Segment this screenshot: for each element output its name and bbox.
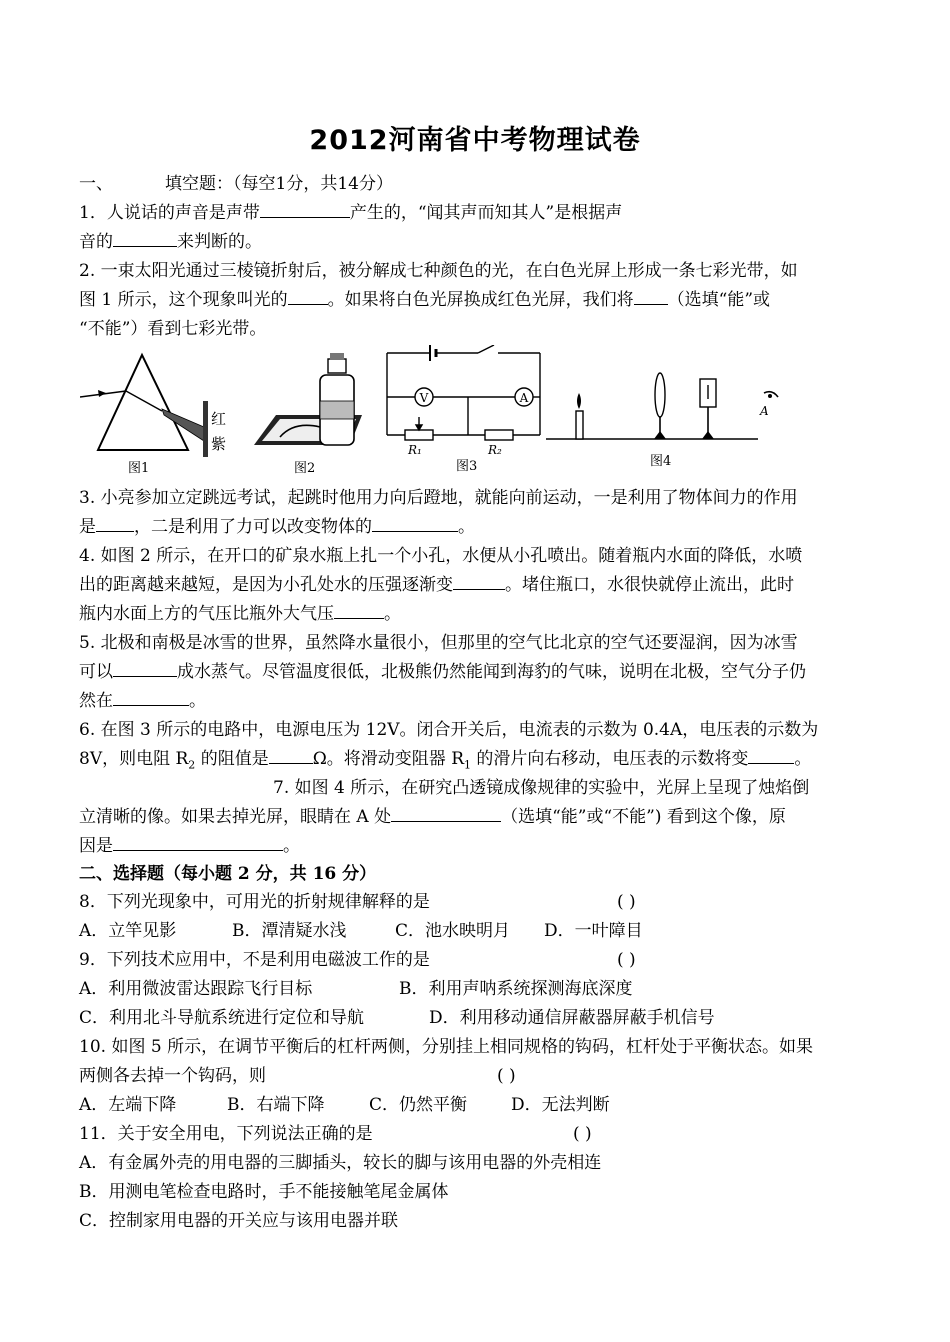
q1-text-c: 音的 [79,232,113,252]
figure-2-bottle [254,353,362,476]
q7-blank-1[interactable] [391,803,501,822]
figure-1-caption: 图1 [128,461,150,476]
q10-answer-paren[interactable]: ( ) [497,1066,516,1086]
q9-option-a[interactable]: A．利用微波雷达跟踪飞行目标 [79,979,313,999]
question-9-stem [79,946,879,974]
figure-4-caption: 图4 [650,454,672,469]
q9-option-c[interactable]: C．利用北斗导航系统进行定位和导航 [79,1008,365,1028]
q8-option-b[interactable]: B．潭清疑水浅 [232,921,347,941]
q10-option-b[interactable]: B．右端下降 [227,1095,325,1115]
q5-blank-1[interactable] [113,658,177,677]
q8-option-a[interactable]: A．立竿见影 [79,921,177,941]
q8-stem-text: 8．下列光现象中，可用光的折射规律解释的是 [79,892,430,912]
q2-text-b: 。如果将白色光屏换成红色光屏，我们将 [327,290,634,310]
ammeter-label: A [519,391,529,405]
q7-blank-2[interactable] [113,832,283,851]
q4-text-a: 出的距离越来越短，是因为小孔处水的压强逐渐变 [79,575,453,595]
q3-text-a: 是 [79,517,96,537]
q3-text-c: 。 [458,517,475,537]
q3-blank-1[interactable] [96,513,134,532]
question-2-line-1: 2. 一束太阳光通过三棱镜折射后，被分解成七种颜色的光，在白色光屏上形成一条七彩光带，如 [79,261,798,281]
q2-blank-2[interactable] [634,286,668,305]
q11-option-c[interactable]: C．控制家用电器的开关应与该用电器并联 [79,1211,399,1231]
question-4-line-2 [79,571,879,599]
question-2-line-3: “不能”）看到七彩光带。 [79,319,267,339]
resistor-r1-label: R₁ [408,443,422,457]
q1-text-d: 来判断的。 [177,232,262,252]
question-5-line-3 [79,687,879,715]
q9-option-d[interactable]: D．利用移动通信屏蔽器屏蔽手机信号 [429,1008,715,1028]
question-10-options [79,1091,879,1119]
q9-option-b[interactable]: B．利用声呐系统探测海底深度 [399,979,633,999]
q8-option-d[interactable]: D．一叶障目 [544,921,643,941]
figures-strip [80,345,780,480]
question-10-line-2 [79,1062,879,1090]
q6-text-d: Ω。将滑动变阻器 R [312,749,465,769]
q11-stem-text: 11．关于安全用电，下列说法正确的是 [79,1124,373,1144]
q6-text-a: 8V，则电阻 R [79,749,189,769]
question-10-line-1: 10. 如图 5 所示，在调节平衡后的杠杆两侧，分别挂上相同规格的钩码，杠杆处于平衡状态。如果 [79,1037,814,1057]
q11-option-b[interactable]: B．用测电笔检查电路时，手不能接触笔尾金属体 [79,1182,449,1202]
question-5-line-1: 5. 北极和南极是冰雪的世界，虽然降水量很小，但那里的空气比北京的空气还要湿润，因为冰雪 [79,633,798,653]
q4-text-b: 。堵住瓶口，水很快就停止流出，此时 [505,575,794,595]
q2-blank-1[interactable] [288,286,328,305]
q6-text-f: 的滑片向右移动，电压表的示数将变 [471,749,749,769]
q8-answer-paren[interactable]: ( ) [617,892,636,912]
figure-1-purple-label: 紫 [211,435,227,453]
figure-3-circuit [387,345,540,440]
question-8-stem [79,888,879,916]
q7-text-d: 。 [283,836,300,856]
q11-option-a[interactable]: A．有金属外壳的用电器的三脚插头，较长的脚与该用电器的外壳相连 [79,1153,602,1173]
q5-text-c: 然在 [79,691,113,711]
page-title: 2012河南省中考物理试卷 [309,125,641,156]
q5-blank-2[interactable] [113,687,189,706]
question-7-line-3 [79,832,879,860]
q1-blank-1[interactable] [260,199,350,218]
q7-text-b: （选填“能”或“不能”) 看到这个像，原 [501,807,786,827]
question-4-line-3 [79,600,879,628]
q7-text-a: 立清晰的像。如果去掉光屏，眼睛在 A 处 [79,807,392,827]
q1-text-b: 产生的，“闻其声而知其人”是根据声 [349,203,623,223]
q4-text-c: 瓶内水面上方的气压比瓶外大气压 [79,604,334,624]
q7-text-c: 因是 [79,836,113,856]
question-3-line-2 [79,513,879,541]
q6-blank-2[interactable] [748,745,794,764]
resistor-r2-label: R₂ [488,443,502,457]
figure-2-caption: 图2 [294,461,316,476]
q4-text-d: 。 [384,604,401,624]
q6-text-c: 的阻值是 [195,749,269,769]
q4-blank-1[interactable] [453,571,505,590]
q6-text-g: 。 [794,749,812,769]
q2-text-a: 图 1 所示，这个现象叫光的 [79,290,288,310]
q8-option-c[interactable]: C．池水映明月 [395,921,511,941]
question-2-line-2 [79,286,879,314]
q6-subscript-2: 2 [188,758,196,772]
figure-4-lens-bench [546,373,778,469]
question-9-options-2 [79,1004,879,1032]
q1-blank-2[interactable] [113,228,177,247]
question-8-options [79,917,879,945]
voltmeter-label: V [419,391,429,405]
question-7-line-1: 7. 如图 4 所示，在研究凸透镜成像规律的实验中，光屏上呈现了烛焰倒 [273,778,810,798]
question-1-line-2 [79,228,879,256]
question-5-line-2 [79,658,879,686]
q5-text-b: 成水蒸气。尽管温度很低，北极熊仍然能闻到海豹的气味，说明在北极，空气分子仍 [177,662,806,682]
q1-text-a: 1．人说话的声音是声带 [79,203,260,223]
question-9-options-1 [79,975,879,1003]
question-6-line-1: 6. 在图 3 所示的电路中，电源电压为 12V。闭合开关后，电流表的示数为 0.4A，电压表的示数为 [79,720,819,740]
q10-option-d[interactable]: D．无法判断 [511,1095,610,1115]
section-heading-choice: 二、选择题（每小题 2 分，共 16 分） [79,864,377,884]
question-11-stem [79,1120,879,1148]
q5-text-d: 。 [189,691,206,711]
question-1-line-1 [79,199,879,227]
q11-answer-paren[interactable]: ( ) [573,1124,592,1144]
section-heading-fill-in [79,170,879,198]
section-heading-text: 填空题：（每空1分，共14分） [165,174,393,194]
q9-answer-paren[interactable]: ( ) [617,950,636,970]
eye-position-label: A [760,404,769,418]
figure-1-red-label: 红 [211,410,227,428]
section-number: 一、 [79,174,113,194]
question-7-line-2 [79,803,879,831]
q2-text-c: （选填“能”或 [667,290,771,310]
q3-text-b: ，二是利用了力可以改变物体的 [134,517,372,537]
q6-subscript-1: 1 [464,758,472,772]
figure-1-prism [80,355,226,476]
q4-blank-2[interactable] [334,600,384,619]
q10-option-c[interactable]: C．仍然平衡 [369,1095,468,1115]
question-3-line-1: 3. 小亮参加立定跳远考试，起跳时他用力向后蹬地，就能向前运动，一是利用了物体间力的作用 [79,488,798,508]
q3-blank-2[interactable] [372,513,458,532]
question-4-line-1: 4. 如图 2 所示，在开口的矿泉水瓶上扎一个小孔，水便从小孔喷出。随着瓶内水面的降低，水喷 [79,546,803,566]
q9-stem-text: 9．下列技术应用中，不是利用电磁波工作的是 [79,950,430,970]
q6-blank-1[interactable] [269,745,313,764]
q5-text-a: 可以 [79,662,113,682]
q10-stem-text: 两侧各去掉一个钩码，则 [79,1066,266,1086]
figure-3-caption: 图3 [456,459,478,474]
q10-option-a[interactable]: A．左端下降 [79,1095,177,1115]
